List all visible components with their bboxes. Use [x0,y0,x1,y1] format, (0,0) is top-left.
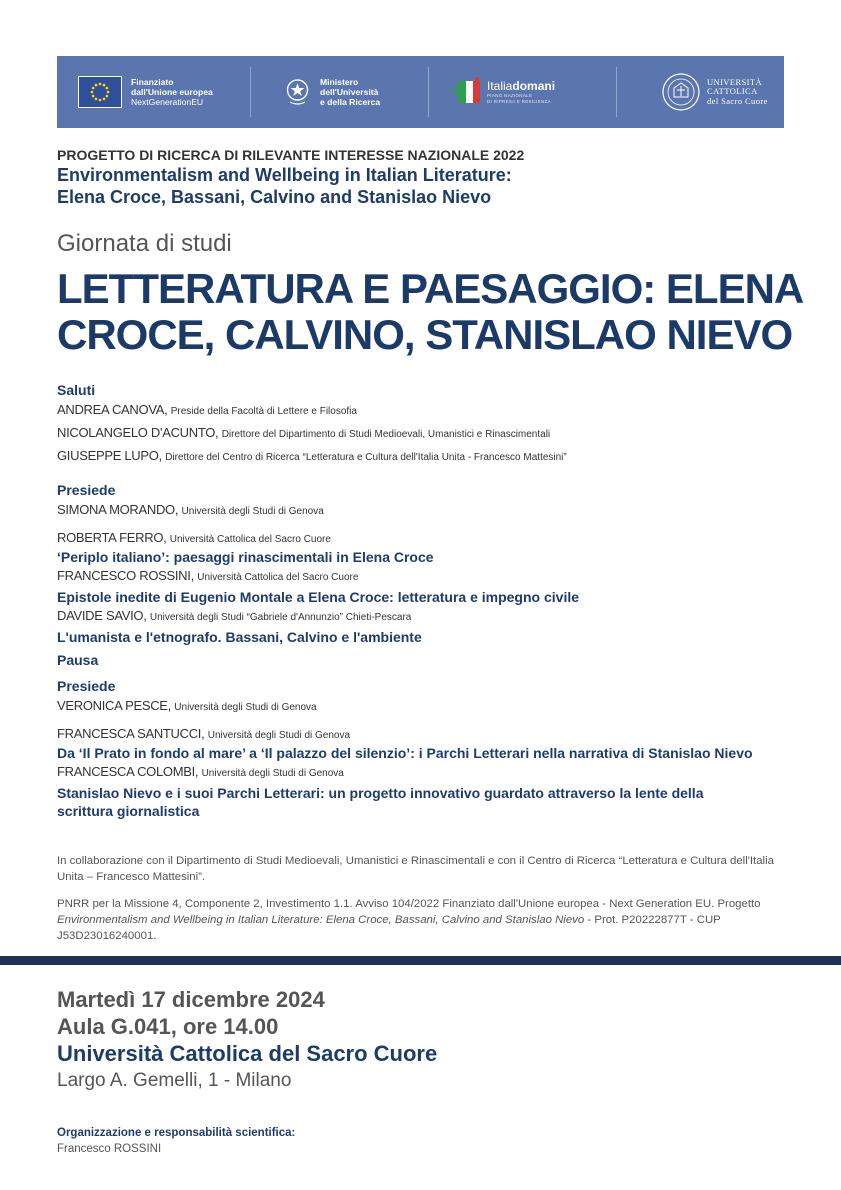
republic-emblem-icon [285,75,310,109]
talk-title-4: Da ‘Il Prato in fondo al mare’ a ‘Il palazzo del silenzio’: i Parchi Letterari nella narrativa di Stanislao Nievo [57,745,753,761]
mur-text-2: dell'Università [320,87,379,97]
collaboration-note: In collaborazione con il Dipartimento di Studi Medioevali, Umanistici e Rinascimentali e con il Centro di Ricerca “Letteratura e Cultura dell'Italia Unita – Francesco Mattesini”. [57,855,774,883]
unicatt-text-3: del Sacro Cuore [707,95,768,106]
speaker-colombi: FRANCESCA COLOMBI, Università degli Studi di Genova [57,764,344,779]
project-name-italic: Environmentalism and Wellbeing in Italian Literature: Elena Croce, Bassani, Calvino and Stanislao Nievo [57,914,585,926]
eu-text-3: NextGenerationEU [131,97,204,107]
eu-logo [57,66,250,118]
talk-title-5-line-2: scrittura giornalistica [57,803,200,819]
notes [57,853,787,944]
program [57,380,797,820]
speaker-lupo: GIUSEPPE LUPO, Direttore del Centro di Ricerca “Letteratura e Cultura dell'Italia Unita - Francesco Mattesini” [57,448,567,463]
mur-logo [251,66,428,118]
speaker-rossini: FRANCESCO ROSSINI, Università Cattolica del Sacro Cuore [57,568,359,583]
section-saluti: Saluti [57,382,96,398]
university-seal-icon [661,72,701,112]
eu-text-1: Finanziato [131,77,174,87]
speaker-dacunto: NICOLANGELO D'ACUNTO, Direttore del Dipartimento di Studi Medioevali, Umanistici e Rinascimentali [57,425,551,440]
pnrr-subtitle-2: DI RIPRESA E RESILIENZA [487,98,551,104]
talk-title-1: ‘Periplo italiano’: paesaggi rinascimentali in Elena Croce [57,549,434,565]
prin-label: PROGETTO DI RICERCA DI RILEVANTE INTERESSE NAZIONALE 2022 [57,147,525,163]
project-title-line-2: Elena Croce, Bassani, Calvino and Stanislao Nievo [57,187,492,207]
unicatt-text-1: UNIVERSITÀ [707,76,762,87]
event-info [57,986,437,1094]
eu-flag-icon [78,76,122,108]
mur-text-3: e della Ricerca [320,97,381,107]
pnrr-note: PNRR per la Missione 4, Componente 2, Investimento 1.1. Avviso 104/2022 Finanziato dall'Unione europea - Next Generation EU. Progetto Environmentalism and Wellbeing in Italian Literature: Elena Croce, Bassani, Calvino and Stanislao Nievo - Prot. P20222877T - CUP J53D23016240001. [57,898,761,942]
speaker-canova: ANDREA CANOVA, Preside della Facoltà di Lettere e Filosofia [57,402,357,417]
eu-text-2: dall'Unione europea [131,87,213,97]
speaker-savio: DAVIDE SAVIO, Università degli Studi “Gabriele d'Annunzio” Chieti-Pescara [57,608,412,623]
event-address: Largo A. Gemelli, 1 - Milano [57,1070,292,1091]
page-title-line-2: CROCE, CALVINO, STANISLAO NIEVO [57,311,793,358]
project-title [57,164,512,208]
organizer-name: Francesco ROSSINI [57,1143,162,1155]
speaker-santucci: FRANCESCA SANTUCCI, Università degli Studi di Genova [57,726,351,741]
italy-flag-icon [453,77,481,107]
event-venue: Università Cattolica del Sacro Cuore [57,1041,438,1066]
event-room-time: Aula G.041, ore 14.00 [57,1014,279,1039]
pnrr-subtitle-1: PIANO NAZIONALE [487,93,533,98]
divider-bar [0,956,841,965]
unicatt-logo [617,66,784,118]
section-presiede-1: Presiede [57,482,116,498]
page-title-line-1: LETTERATURA E PAESAGGIO: ELENA [57,265,804,312]
unicatt-text-2: CATTOLICA [707,86,758,97]
italiadomani-logo [429,66,616,118]
talk-title-5-line-1: Stanislao Nievo e i suoi Parchi Letterari: un progetto innovativo guardato attraverso la lente della [57,785,704,801]
talk-title-2: Epistole inedite di Eugenio Montale a Elena Croce: letteratura e impegno civile [57,589,580,605]
project-title-line-1: Environmentalism and Wellbeing in Italian Literature: [57,165,512,185]
section-pausa: Pausa [57,652,99,668]
chair-morando: SIMONA MORANDO, Università degli Studi di Genova [57,502,324,517]
chair-pesce: VERONICA PESCE, Università degli Studi di Genova [57,698,317,713]
italiadomani-text-b: domani [512,79,556,93]
section-presiede-2: Presiede [57,678,116,694]
page-title [57,266,803,358]
mur-text-1: Ministero [320,77,359,87]
logo-banner [57,56,784,128]
event-date: Martedì 17 dicembre 2024 [57,987,325,1012]
organization-label: Organizzazione e responsabilità scientifica: [57,1127,296,1139]
talk-title-3: L'umanista e l'etnografo. Bassani, Calvino e l'ambiente [57,629,422,645]
speaker-ferro: ROBERTA FERRO, Università Cattolica del Sacro Cuore [57,530,331,545]
italiadomani-text-a: Italia [487,79,513,93]
event-type: Giornata di studi [57,230,232,257]
